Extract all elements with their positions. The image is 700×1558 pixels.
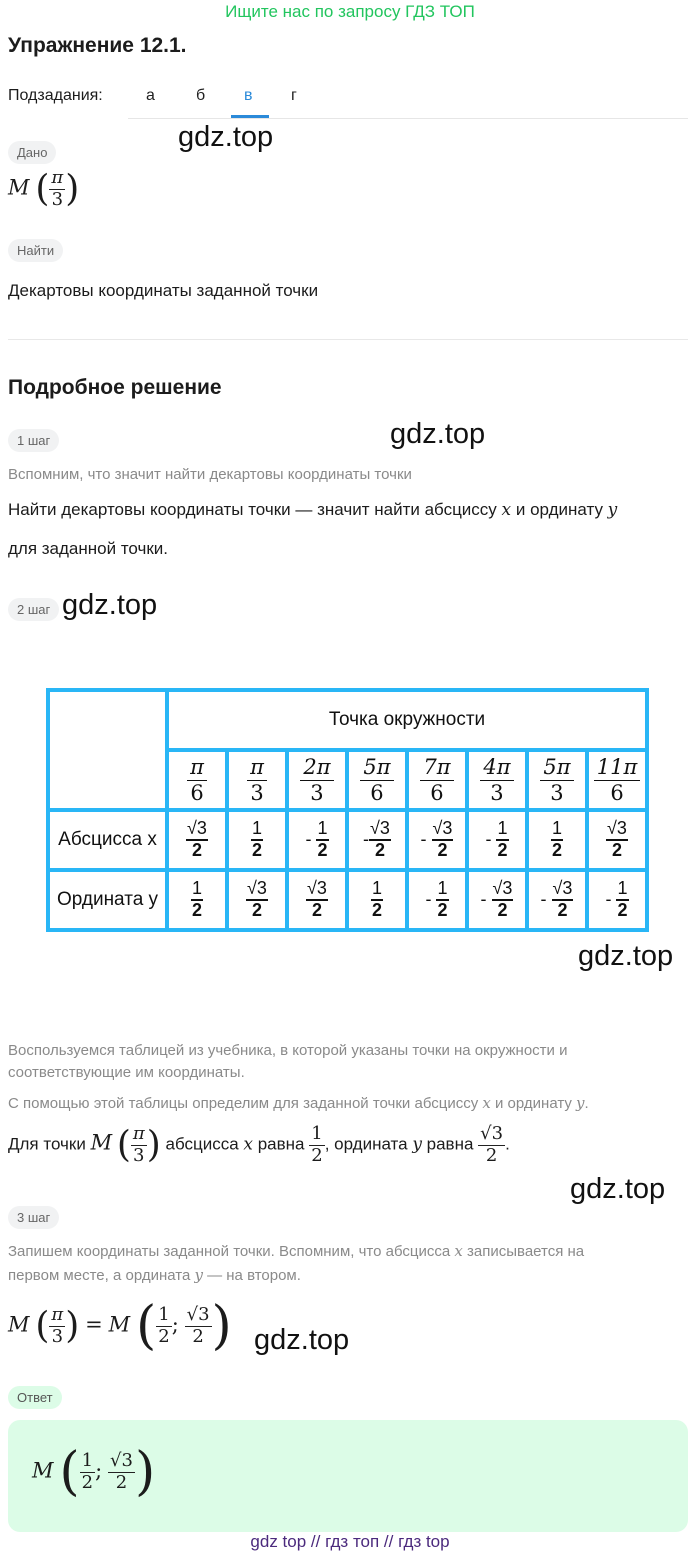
table-value-cell: $\frac{√3}{2}$: [587, 810, 647, 870]
var-x: x: [501, 500, 512, 520]
var-y: y: [607, 500, 618, 520]
given-arg-denominator: 3: [51, 188, 64, 210]
step3-badge-label: 3 шаг: [8, 1206, 59, 1229]
table-value-cell: - $\frac{1}{2}$: [407, 870, 467, 930]
watermark: gdz.top: [390, 418, 486, 450]
table-point-cell: $\frac{5\pi}{6}$: [347, 750, 407, 810]
active-tab-indicator: [231, 115, 269, 118]
table-header: Точка окружности: [167, 690, 647, 750]
table-value-cell: $\frac{1}{2}$: [527, 810, 587, 870]
table-point-cell: $\frac{5\pi}{3}$: [527, 750, 587, 810]
find-badge-label: Найти: [8, 239, 63, 262]
step1-badge: [8, 429, 59, 452]
watermark: gdz.top: [254, 1324, 350, 1356]
table-point-cell: $\frac{2\pi}{3}$: [287, 750, 347, 810]
step2-hint-line2: соответствующие им координаты.: [8, 1064, 245, 1081]
point-m: M: [8, 175, 30, 200]
section-divider: [8, 339, 688, 340]
table-value-cell: $\frac{1}{2}$: [167, 870, 227, 930]
table-value-cell: - $\frac{√3}{2}$: [467, 870, 527, 930]
table-value-cell: $\frac{1}{2}$: [227, 810, 287, 870]
answer-badge: [8, 1386, 62, 1409]
table-value-cell: $\frac{√3}{2}$: [227, 870, 287, 930]
table-value-cell: - $\frac{√3}{2}$: [407, 810, 467, 870]
table-point-cell: $\frac{4\pi}{3}$: [467, 750, 527, 810]
find-badge: [8, 239, 63, 262]
answer-badge-label: Ответ: [8, 1386, 62, 1409]
answer-box: [8, 1420, 688, 1532]
search-banner-link[interactable]: Ищите нас по запросу ГДЗ ТОП: [225, 2, 475, 21]
table-value-cell: - $\frac{√3}{2}$: [347, 810, 407, 870]
table-value-cell: $\frac{√3}{2}$: [167, 810, 227, 870]
step3-badge: [8, 1206, 59, 1229]
step2-result: Для точки M ( $\frac{\pi}{3}$ ) абсцисса x равна $\frac{1}{2}$ , ордината y равна $\frac{√3}{2}$ .: [8, 1123, 510, 1166]
step2-hint-line1: Воспользуемся таблицей из учебника, в которой указаны точки на окружности и: [8, 1042, 568, 1059]
table-row-abscissa: [48, 810, 647, 870]
find-text: Декартовы координаты заданной точки: [8, 281, 319, 300]
step2-badge-label: 2 шаг: [8, 598, 59, 621]
table-row-label: Абсцисса x: [48, 810, 167, 870]
watermark: gdz.top: [62, 589, 158, 621]
step1-hint: Вспомним, что значит найти декартовы координаты точки: [8, 466, 412, 483]
step3-expression: M ( $\frac{\pi}{3}$ ) = M ( $\frac{1}{2}$ ; $\frac{√3}{2}$ ): [8, 1296, 232, 1356]
exercise-title: Упражнение 12.1.: [8, 34, 187, 57]
answer-expression: M ( $\frac{1}{2}$ ; $\frac{√3}{2}$ ): [32, 1442, 156, 1502]
table-value-cell: $\frac{1}{2}$: [347, 870, 407, 930]
table-point-cell: $\frac{11\pi}{6}$: [587, 750, 647, 810]
table-value-cell: - $\frac{1}{2}$: [467, 810, 527, 870]
table-point-cell: $\frac{\pi}{3}$: [227, 750, 287, 810]
watermark: gdz.top: [570, 1173, 666, 1205]
step3-hint-line1: Запишем координаты заданной точки. Вспомним, что абсцисса x записывается на: [8, 1242, 585, 1260]
footer-links[interactable]: gdz top // гдз топ // гдз top: [250, 1532, 450, 1551]
step1-badge-label: 1 шаг: [8, 429, 59, 452]
watermark: gdz.top: [178, 121, 274, 153]
table-point-cell: $\frac{\pi}{6}$: [167, 750, 227, 810]
step2-hint2: С помощью этой таблицы определим для заданной точки абсциссу x и ординату y.: [8, 1094, 589, 1112]
table-value-cell: - $\frac{1}{2}$: [287, 810, 347, 870]
table-value-cell: - $\frac{√3}{2}$: [527, 870, 587, 930]
subtask-tab-g[interactable]: г: [291, 87, 297, 104]
given-badge-label: Дано: [8, 141, 56, 164]
watermark: gdz.top: [578, 940, 674, 972]
given-expression: M ( $\frac{\pi}{3}$ ): [8, 167, 80, 210]
given-badge: [8, 141, 56, 164]
solution-title: Подробное решение: [8, 376, 222, 399]
given-arg-numerator: π: [51, 167, 64, 188]
subtask-tab-a[interactable]: а: [146, 87, 155, 104]
step1-text-cont: для заданной точки.: [8, 539, 169, 558]
subtasks-tabs: [128, 84, 688, 119]
table-value-cell: $\frac{√3}{2}$: [287, 870, 347, 930]
step3-hint-line2: первом месте, а ордината y — на втором.: [8, 1266, 301, 1284]
table-corner-cell: [48, 690, 167, 810]
coordinates-table: [46, 688, 649, 932]
table-row-label: Ордината y: [48, 870, 167, 930]
subtask-tab-v[interactable]: в: [244, 87, 253, 104]
step2-badge: [8, 598, 59, 621]
subtask-tab-b[interactable]: б: [196, 87, 206, 104]
table-value-cell: - $\frac{1}{2}$: [587, 870, 647, 930]
table-row-ordinate: [48, 870, 647, 930]
subtasks-label: Подзадания:: [8, 87, 103, 104]
table-point-cell: $\frac{7\pi}{6}$: [407, 750, 467, 810]
step1-text: Найти декартовы координаты точки — значит найти абсциссу x и ординату y: [8, 500, 618, 520]
